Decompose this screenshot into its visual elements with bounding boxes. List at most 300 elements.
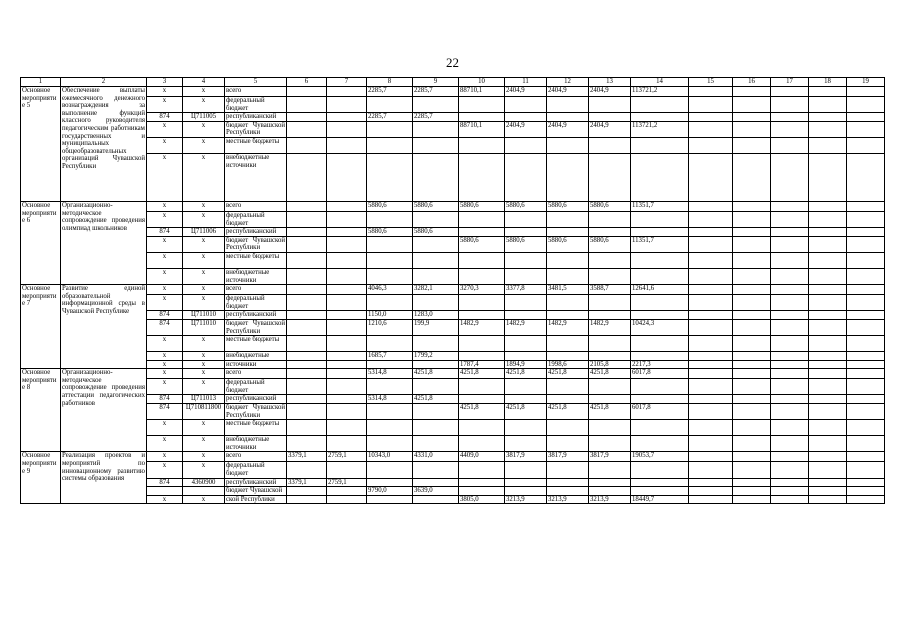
amount-cell [413, 211, 459, 227]
amount-cell [631, 153, 689, 201]
activity-name: Основное мероприятие 7 [21, 285, 61, 369]
empty-cell [689, 452, 733, 462]
amount-cell: 4251,8 [547, 369, 589, 379]
column-number: 2 [61, 78, 147, 87]
empty-cell [733, 379, 771, 395]
column-number: 13 [589, 78, 631, 87]
amount-cell: 1799,2 [413, 352, 459, 361]
column-number: 3 [147, 78, 183, 87]
amount-cell: 4251,8 [413, 369, 459, 379]
amount-cell [327, 360, 367, 369]
amount-cell: 3270,3 [459, 285, 505, 295]
amount-cell [631, 487, 689, 496]
amount-cell [287, 360, 327, 369]
amount-cell [287, 97, 327, 113]
empty-cell [733, 268, 771, 284]
ministry-code: x [147, 97, 183, 113]
amount-cell [589, 478, 631, 487]
amount-cell [547, 352, 589, 361]
amount-cell [589, 436, 631, 452]
amount-cell: 1894,9 [505, 360, 547, 369]
empty-cell [771, 487, 809, 496]
empty-cell [689, 360, 733, 369]
empty-cell [689, 369, 733, 379]
amount-cell [547, 153, 589, 201]
amount-cell: 9790,0 [367, 487, 413, 496]
amount-cell: 1482,9 [459, 319, 505, 335]
amount-cell [287, 395, 327, 404]
amount-cell: 1998,6 [547, 360, 589, 369]
amount-cell [327, 487, 367, 496]
empty-cell [689, 319, 733, 335]
table-row [21, 336, 885, 352]
amount-cell: 3481,5 [547, 285, 589, 295]
empty-cell [771, 268, 809, 284]
empty-cell [771, 137, 809, 153]
amount-cell [287, 379, 327, 395]
empty-cell [733, 228, 771, 237]
column-number: 5 [225, 78, 287, 87]
empty-cell [771, 236, 809, 252]
amount-cell: 5880,6 [413, 228, 459, 237]
amount-cell [505, 352, 547, 361]
amount-cell [589, 228, 631, 237]
empty-cell [733, 436, 771, 452]
ministry-code: x [147, 369, 183, 379]
amount-cell [505, 311, 547, 320]
empty-cell [847, 153, 885, 201]
amount-cell [287, 236, 327, 252]
amount-cell [505, 478, 547, 487]
funding-source: бюджет Чувашской Республики [226, 404, 285, 419]
page-number: 22 [446, 55, 459, 70]
table-row [21, 462, 885, 478]
amount-cell [547, 487, 589, 496]
amount-cell [413, 379, 459, 395]
amount-cell [505, 97, 547, 113]
funding-source: местные бюджеты [225, 336, 287, 352]
amount-cell [367, 379, 413, 395]
budget-code: x [183, 87, 225, 97]
empty-cell [809, 137, 847, 153]
budget-code: x [183, 201, 225, 211]
empty-cell [689, 268, 733, 284]
budget-code: x [183, 379, 225, 395]
amount-cell: 4251,8 [459, 404, 505, 420]
empty-cell [809, 495, 847, 504]
table-row [21, 137, 885, 153]
amount-cell [413, 252, 459, 268]
amount-cell: 4331,0 [413, 452, 459, 462]
table-row [21, 228, 885, 237]
amount-cell: 4251,8 [547, 404, 589, 420]
empty-cell [689, 97, 733, 113]
table-row [21, 201, 885, 211]
empty-cell [689, 295, 733, 311]
amount-cell [631, 97, 689, 113]
amount-cell [505, 379, 547, 395]
amount-cell [547, 336, 589, 352]
amount-cell [631, 478, 689, 487]
empty-cell [847, 252, 885, 268]
amount-cell [631, 211, 689, 227]
column-number: 11 [505, 78, 547, 87]
funding-source: республиканский [225, 395, 287, 404]
empty-cell [809, 420, 847, 436]
table-row [21, 97, 885, 113]
column-number: 9 [413, 78, 459, 87]
table-row [21, 295, 885, 311]
amount-cell: 113721,2 [631, 121, 689, 137]
amount-cell [287, 113, 327, 122]
amount-cell [327, 295, 367, 311]
activity-name: Основное мероприятие 9 [21, 452, 61, 504]
empty-cell [847, 495, 885, 504]
empty-cell [689, 495, 733, 504]
amount-cell: 1210,6 [367, 319, 413, 335]
activity-description: Организационно-методическое сопровождение проведения аттестации педагогических работников [61, 369, 147, 452]
amount-cell: 3213,9 [589, 495, 631, 504]
funding-source: всего [225, 369, 287, 379]
empty-cell [771, 379, 809, 395]
amount-cell [287, 336, 327, 352]
amount-cell [547, 311, 589, 320]
budget-code: Ц711005 [183, 113, 225, 122]
empty-cell [771, 404, 809, 420]
empty-cell [733, 295, 771, 311]
amount-cell [631, 137, 689, 153]
empty-cell [809, 121, 847, 137]
empty-cell [771, 336, 809, 352]
amount-cell: 5880,6 [505, 236, 547, 252]
empty-cell [771, 211, 809, 227]
funding-source: внебюджетные [225, 352, 287, 361]
empty-cell [847, 285, 885, 295]
column-number: 10 [459, 78, 505, 87]
ministry-code: x [147, 121, 183, 137]
amount-cell [287, 285, 327, 295]
amount-cell [327, 252, 367, 268]
column-number: 19 [847, 78, 885, 87]
empty-cell [771, 113, 809, 122]
budget-code: x [183, 236, 225, 252]
table-row [21, 478, 885, 487]
amount-cell [367, 420, 413, 436]
column-number: 8 [367, 78, 413, 87]
table-row [21, 487, 885, 496]
amount-cell [287, 137, 327, 153]
amount-cell [459, 113, 505, 122]
amount-cell [287, 201, 327, 211]
amount-cell [547, 228, 589, 237]
amount-cell [327, 319, 367, 335]
amount-cell [459, 487, 505, 496]
budget-code: x [183, 153, 225, 201]
ministry-code: x [147, 236, 183, 252]
amount-cell: 5880,6 [589, 201, 631, 211]
budget-code: Ц710811800 [183, 404, 225, 420]
amount-cell [505, 137, 547, 153]
amount-cell [505, 252, 547, 268]
amount-cell [327, 201, 367, 211]
budget-code: x [183, 360, 225, 369]
amount-cell [287, 252, 327, 268]
amount-cell [505, 228, 547, 237]
ministry-code: x [147, 436, 183, 452]
empty-cell [689, 436, 733, 452]
amount-cell [631, 336, 689, 352]
column-number: 14 [631, 78, 689, 87]
amount-cell: 5314,8 [367, 395, 413, 404]
empty-cell [847, 420, 885, 436]
funding-source: всего [225, 201, 287, 211]
empty-cell [689, 211, 733, 227]
amount-cell [589, 336, 631, 352]
activity-description: Развитие единой образовательной информационной среды в Чувашской Республике [61, 285, 147, 369]
table-row [21, 395, 885, 404]
amount-cell: 2285,7 [367, 113, 413, 122]
table-row [21, 360, 885, 369]
amount-cell [547, 478, 589, 487]
funding-source: внебюджетные источники [225, 268, 287, 284]
amount-cell [589, 211, 631, 227]
empty-cell [733, 495, 771, 504]
empty-cell [809, 487, 847, 496]
empty-cell [733, 236, 771, 252]
amount-cell: 5880,6 [589, 236, 631, 252]
empty-cell [733, 153, 771, 201]
amount-cell: 5880,6 [547, 236, 589, 252]
ministry-code: x [147, 268, 183, 284]
amount-cell [413, 462, 459, 478]
amount-cell [287, 311, 327, 320]
ministry-code: x [147, 252, 183, 268]
empty-cell [689, 395, 733, 404]
amount-cell [327, 137, 367, 153]
amount-cell: 5880,6 [547, 201, 589, 211]
ministry-code: x [147, 295, 183, 311]
empty-cell [809, 97, 847, 113]
column-number: 6 [287, 78, 327, 87]
empty-cell [809, 395, 847, 404]
amount-cell [367, 462, 413, 478]
amount-cell: 10424,3 [631, 319, 689, 335]
table-row [21, 379, 885, 395]
amount-cell [547, 211, 589, 227]
budget-code: x [183, 268, 225, 284]
amount-cell [505, 211, 547, 227]
table-row [21, 268, 885, 284]
funding-source: местные бюджеты [225, 252, 287, 268]
amount-cell [547, 420, 589, 436]
amount-cell [287, 295, 327, 311]
budget-code: x [183, 97, 225, 113]
empty-cell [689, 137, 733, 153]
budget-code: Ц711006 [183, 228, 225, 237]
amount-cell: 3213,9 [547, 495, 589, 504]
amount-cell: 5880,6 [505, 201, 547, 211]
empty-cell [847, 311, 885, 320]
budget-code: x [183, 121, 225, 137]
amount-cell [287, 487, 327, 496]
amount-cell [413, 295, 459, 311]
amount-cell: 1150,0 [367, 311, 413, 320]
empty-cell [771, 478, 809, 487]
funding-source: федеральный бюджет [225, 295, 287, 311]
amount-cell: 4251,8 [505, 404, 547, 420]
amount-cell [367, 295, 413, 311]
table-row [21, 211, 885, 227]
amount-cell: 3377,8 [505, 285, 547, 295]
amount-cell [327, 211, 367, 227]
empty-cell [733, 462, 771, 478]
activity-description: Обеспечение выплаты ежемесячного денежного вознаграждения за выполнение функций классного руководителя педагогическим работникам государственных и муниципальных общеобразовательных организаций Чувашской Республики [61, 87, 147, 202]
empty-cell [689, 336, 733, 352]
funding-source: республиканский [225, 311, 287, 320]
amount-cell: 6017,8 [631, 369, 689, 379]
empty-cell [689, 352, 733, 361]
table-body [21, 78, 885, 504]
empty-cell [733, 87, 771, 97]
amount-cell [327, 495, 367, 504]
amount-cell [413, 97, 459, 113]
empty-cell [771, 201, 809, 211]
amount-cell: 1787,4 [459, 360, 505, 369]
amount-cell [327, 311, 367, 320]
amount-cell [367, 121, 413, 137]
amount-cell [327, 404, 367, 420]
empty-cell [809, 436, 847, 452]
amount-cell [413, 360, 459, 369]
empty-cell [733, 319, 771, 335]
empty-cell [771, 228, 809, 237]
amount-cell [367, 404, 413, 420]
empty-cell [771, 462, 809, 478]
table-row [21, 121, 885, 137]
amount-cell: 3282,1 [413, 285, 459, 295]
budget-code: x [183, 495, 225, 504]
empty-cell [771, 153, 809, 201]
amount-cell [367, 252, 413, 268]
column-number: 15 [689, 78, 733, 87]
amount-cell: 5880,6 [367, 201, 413, 211]
amount-cell [459, 336, 505, 352]
empty-cell [689, 113, 733, 122]
amount-cell: 2404,9 [547, 87, 589, 97]
column-number: 18 [809, 78, 847, 87]
amount-cell: 3379,1 [287, 452, 327, 462]
budget-code: x [183, 369, 225, 379]
amount-cell [589, 462, 631, 478]
empty-cell [689, 478, 733, 487]
ministry-code: x [147, 420, 183, 436]
funding-source: бюджет Чувашской Республики [226, 319, 285, 335]
funding-source: внебюджетные источники [225, 436, 287, 452]
ministry-code: 874 [147, 228, 183, 237]
amount-cell [547, 436, 589, 452]
empty-cell [809, 252, 847, 268]
empty-cell [847, 336, 885, 352]
amount-cell: 2404,9 [505, 87, 547, 97]
amount-cell [547, 252, 589, 268]
amount-cell [287, 462, 327, 478]
empty-cell [689, 87, 733, 97]
funding-source: бюджет Чувашской [225, 487, 287, 496]
empty-cell [771, 252, 809, 268]
ministry-code: 874 [147, 113, 183, 122]
amount-cell: 1482,9 [505, 319, 547, 335]
budget-code: x [183, 336, 225, 352]
column-number: 16 [733, 78, 771, 87]
ministry-code: x [147, 495, 183, 504]
ministry-code: x [147, 153, 183, 201]
empty-cell [771, 311, 809, 320]
empty-cell [809, 336, 847, 352]
empty-cell [733, 201, 771, 211]
amount-cell [413, 404, 459, 420]
amount-cell [413, 121, 459, 137]
empty-cell [771, 319, 809, 335]
ministry-code: x [147, 452, 183, 462]
amount-cell [505, 420, 547, 436]
amount-cell [287, 153, 327, 201]
amount-cell [459, 268, 505, 284]
amount-cell [589, 295, 631, 311]
amount-cell: 3379,1 [287, 478, 327, 487]
amount-cell [505, 462, 547, 478]
funding-source: источники [225, 360, 287, 369]
empty-cell [771, 495, 809, 504]
column-number: 12 [547, 78, 589, 87]
amount-cell [459, 252, 505, 268]
empty-cell [733, 487, 771, 496]
amount-cell [631, 379, 689, 395]
amount-cell: 3805,0 [459, 495, 505, 504]
amount-cell [505, 487, 547, 496]
amount-cell: 3817,9 [505, 452, 547, 462]
amount-cell [287, 87, 327, 97]
ministry-code: 874 [147, 404, 183, 420]
empty-cell [689, 121, 733, 137]
budget-code: x [183, 211, 225, 227]
empty-cell [733, 97, 771, 113]
amount-cell: 2105,8 [589, 360, 631, 369]
ministry-code: x [147, 336, 183, 352]
amount-cell [505, 336, 547, 352]
empty-cell [809, 211, 847, 227]
empty-cell [809, 295, 847, 311]
amount-cell [367, 236, 413, 252]
amount-cell: 3213,9 [505, 495, 547, 504]
ministry-code: 874 [147, 478, 183, 487]
amount-cell [287, 369, 327, 379]
amount-cell [287, 495, 327, 504]
amount-cell [327, 420, 367, 436]
empty-cell [689, 462, 733, 478]
empty-cell [809, 268, 847, 284]
amount-cell [547, 395, 589, 404]
amount-cell [413, 436, 459, 452]
amount-cell [589, 352, 631, 361]
amount-cell [367, 268, 413, 284]
empty-cell [847, 201, 885, 211]
ministry-code: x [147, 360, 183, 369]
empty-cell [771, 360, 809, 369]
ministry-code: x [147, 201, 183, 211]
budget-code: x [183, 285, 225, 295]
empty-cell [847, 462, 885, 478]
amount-cell [287, 268, 327, 284]
